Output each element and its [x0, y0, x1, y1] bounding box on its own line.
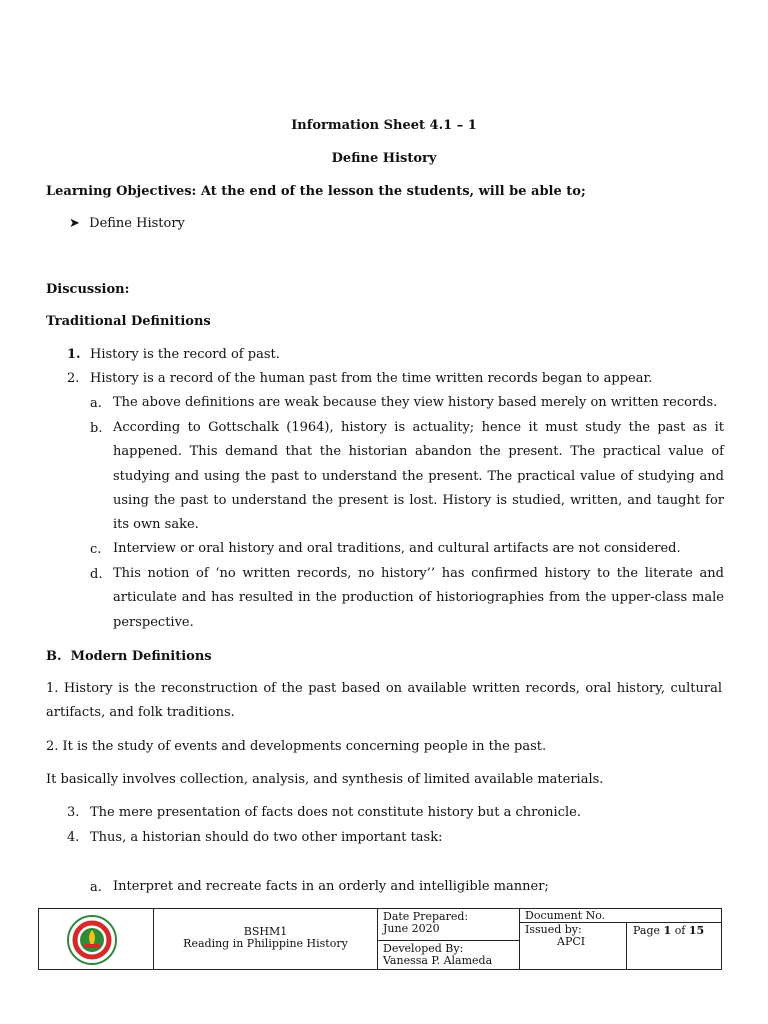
college-seal-logo-icon [67, 915, 117, 965]
list-number: 1. [67, 347, 81, 362]
list-text: History is a record of the human past from the time written records began to appear. [90, 371, 653, 386]
document-number-cell [520, 909, 721, 923]
sub-list-text: Interpret and recreate facts in an orderly and intelligible manner; [113, 879, 549, 894]
issued-by-cell [520, 923, 627, 969]
traditional-heading: Traditional Definitions [46, 314, 211, 329]
list-text: History is the record of past. [90, 347, 280, 362]
sub-list-letter: a. [90, 880, 102, 895]
date-prepared-cell [378, 909, 520, 941]
objectives-label: Learning Objectives: [46, 184, 197, 199]
list-number: 4. [67, 830, 80, 845]
sub-list-letter: d. [90, 567, 103, 582]
page-total: 15 [688, 924, 705, 937]
list-number: 3. [67, 805, 80, 820]
modern-heading-text: Modern Definitions [70, 649, 212, 664]
logo-cell [39, 909, 154, 969]
course-code: BSHM1 [243, 925, 288, 938]
list-text: Thus, a historian should do two other important task: [90, 830, 443, 845]
list-number: 2. [67, 371, 80, 386]
modern-paragraph-1: 1. History is the reconstruction of the past based on available written records, oral history, cultural artifacts, and folk traditions. [46, 681, 722, 720]
sub-list-text: The above definitions are weak because they view history based merely on written records. [113, 395, 718, 410]
page-current: 1 [663, 924, 672, 937]
date-prepared-label: Date Prepared: [383, 910, 469, 923]
modern-heading [46, 649, 212, 664]
topic-title: Define History [331, 151, 437, 166]
modern-paragraph-2: 2. It is the study of events and developments concerning people in the past. [46, 739, 547, 754]
sub-list-text: This notion of ‘no written records, no history’’ has confirmed history to the literate and articulate and has resulted in the production of historiographies from the upper-class male perspective. [113, 566, 724, 630]
page-of: of [674, 924, 686, 937]
list-text: The mere presentation of facts does not constitute history but a chronicle. [90, 805, 581, 820]
date-prepared-value: June 2020 [383, 922, 440, 935]
issued-by-label: Issued by: [525, 923, 582, 936]
developed-by-label: Developed By: [383, 942, 464, 955]
modern-paragraph-3: It basically involves collection, analysis, and synthesis of limited available materials. [46, 772, 604, 787]
objectives-text: At the end of the lesson the students, will be able to; [200, 184, 586, 199]
developed-by-value: Vanessa P. Alameda [383, 954, 493, 967]
learning-objectives [46, 184, 586, 199]
sub-list-letter: b. [90, 421, 103, 436]
course-name: Reading in Philippine History [183, 937, 348, 950]
developed-by-cell [378, 941, 520, 969]
sub-list-letter: a. [90, 396, 102, 411]
arrowhead-bullet-icon: ➤ [69, 216, 80, 231]
sub-list-letter: c. [90, 542, 102, 557]
page-prefix: Page [633, 924, 661, 937]
sub-list-text: Interview or oral history and oral traditions, and cultural artifacts are not considered. [113, 541, 681, 556]
sub-list-text: According to Gottschalk (1964), history is actuality; hence it must study the past as it happened. This demand that the historian abandon the present. The practical value of studying and using the past to understand the present. The practical value of studying and using the past to understand the present is lost. History is studied, written, and taught for its own sake. [113, 420, 724, 533]
issued-by-value: APCI [557, 935, 586, 948]
objective-item-text: Define History [89, 216, 185, 231]
course-cell [154, 909, 378, 969]
sheet-title: Information Sheet 4.1 – 1 [291, 118, 477, 133]
document-footer-table [38, 908, 722, 970]
discussion-label: Discussion: [46, 282, 130, 297]
document-number-label: Document No. [525, 909, 606, 922]
modern-heading-prefix: B. [46, 649, 62, 664]
page-number-cell [627, 923, 721, 969]
objective-item [69, 216, 185, 231]
